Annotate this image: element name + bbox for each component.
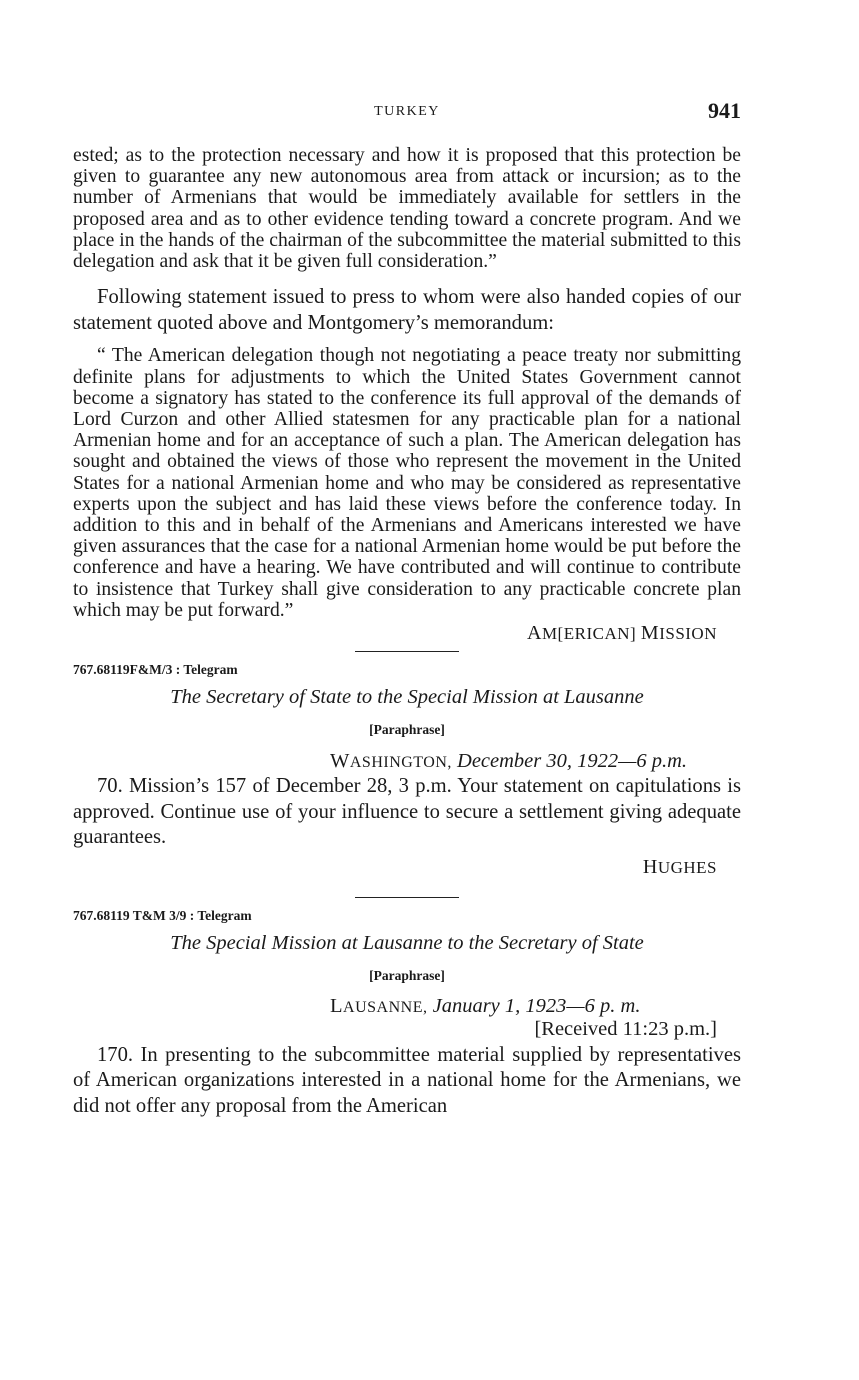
running-head bbox=[73, 96, 741, 132]
signature-american-mission: AM[ERICAN] MISSION bbox=[526, 622, 717, 645]
press-intro: Following statement issued to press to whom were also handed copies of our statement quoted above and Montgomery’s memorandum: bbox=[73, 286, 741, 334]
file-reference: 767.68119 T&M 3/9 : Telegram bbox=[73, 907, 252, 923]
signature-hughes: HUGHES bbox=[642, 855, 717, 878]
document-page bbox=[73, 96, 741, 1120]
file-reference: 767.68119F&M/3 : Telegram bbox=[73, 662, 238, 678]
telegram-body: 170. In presenting to the subcommittee material supplied by representatives of American organizations interested in a national home for the Armenians, we did not offer any proposal from the American bbox=[73, 1043, 741, 1118]
running-title: TURKEY bbox=[374, 104, 440, 119]
paraphrase-label: [Paraphrase] bbox=[369, 967, 445, 983]
document-title: The Secretary of State to the Special Mission at Lausanne bbox=[170, 686, 644, 709]
telegram-body: 70. Mission’s 157 of December 28, 3 p.m. Your statement on capitulations is approved. Continue use of your influence to secure a settlement giving adequate guarantees. bbox=[73, 775, 741, 849]
quote-continuation: ested; as to the protection necessary and how it is proposed that this protection be given to guarantee any new autonomous area from attack or incursion; as to the number of Armenians that would be immediately available for settlers in the proposed area and as to other evidence tending toward a concrete program. And we place in the hands of the chairman of the subcommittee the material submitted to this delegation and ask that it be given full consideration.” bbox=[73, 145, 741, 273]
dateline: LAUSANNE, January 1, 1923—6 p. m. bbox=[330, 994, 641, 1017]
paraphrase-label: [Paraphrase] bbox=[369, 722, 445, 738]
press-statement: “ The American delegation though not negotiating a peace treaty nor submitting definite plans for adjustments to which the United States Government cannot become a signatory has stated to the conference its full approval of the demands of Lord Curzon and other Allied statesmen for any practicable plan for a national Armenian home and for an acceptance of such a plan. The American delegation has sought and obtained the views of those who represent the movement in the United States for a national Armenian home and who may be considered as representative experts upon the subject and has laid these views before the conference today. In addition to this and in behalf of the Armenians and Americans interested we have given assurances that the case for a national Armenian home would be put before the conference and have a hearing. We have contributed and will continue to contribute to insistence that Turkey shall give consideration to any practicable concrete plan which may be put forward.” bbox=[73, 345, 741, 621]
section-divider bbox=[355, 651, 459, 652]
document-title: The Special Mission at Lausanne to the Secretary of State bbox=[170, 931, 644, 954]
dateline: WASHINGTON, December 30, 1922—6 p.m. bbox=[330, 750, 688, 773]
page-number: 941 bbox=[708, 98, 741, 123]
received-timestamp: [Received 11:23 p.m.] bbox=[534, 1017, 717, 1040]
section-divider bbox=[355, 897, 459, 898]
